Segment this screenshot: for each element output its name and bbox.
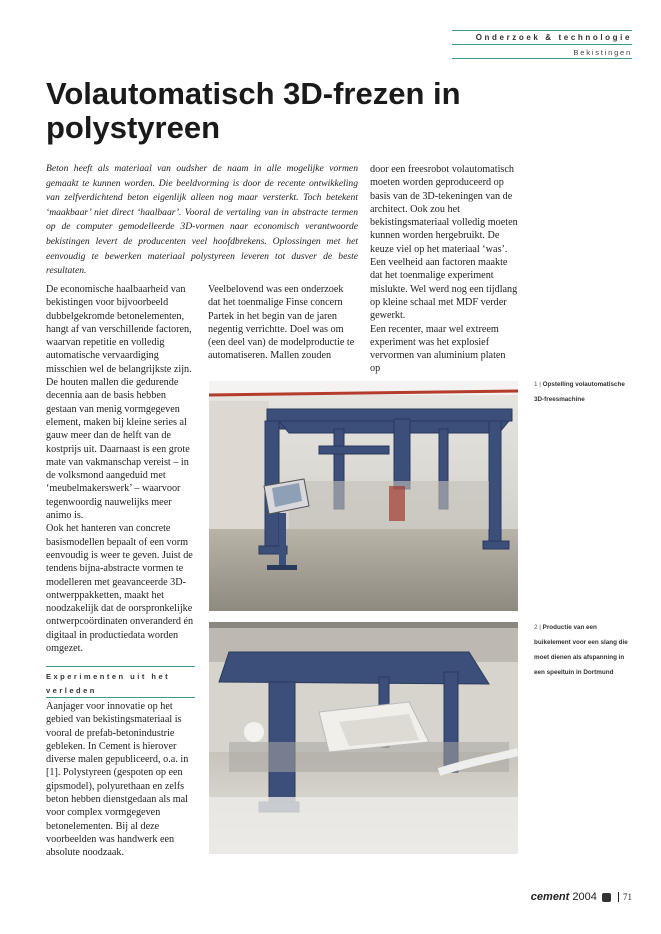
subheading-experimenten: Experimenten uit het verleden — [46, 672, 171, 695]
article-lead: Beton heeft als materiaal van oudsher de naam in alle mogelijke vormen gemaakt te kunnen worden. Die beeldvorming is door de recente ontwikkeling van zelfverdichtend beton eigenlijk alleen nog maar versterkt. Toch betekent ‘maakbaar’ niet direct ‘haalbaar’. Vooral de vertaling van in abstracte termen op de computer gemodelleerde 3D-vormen naar economisch verantwoorde bekistingen levert de producenten veel hoofdbrekens. Oplossingen met het eenvoudig te bewerken materiaal polystyreen leveren tot dusver de beste resultaten. — [46, 163, 358, 277]
col2-paragraph: Veelbelovend was een onderzoek dat het toenmalige Finse concern Partek in het begin van de jaren negentig verrichtte. Doel was om (een deel van) de modelproductie te automatiseren. Mallen zouden — [208, 284, 355, 362]
section-subtitle: Bekistingen — [573, 48, 632, 57]
col1-paragraph-1: De economische haalbaarheid van bekistingen voor bijvoorbeeld dubbelgekromde betonelementen, hangt af van verschillende factoren, waarvan repetitie en volledig automatische vervaardiging misschien wel de belangrijkste zijn. De houten mallen die gedurende decennia aan de basis hebben gestaan van menig vormgegeven element, maken bij kleine series al gauw meer dan de helft van de kostprijs uit. Daarnaast is een grote mate van vakmanschap vereist – in de volksmond aangeduid met ‘meubelmakerswerk’ – waarvoor tegenwoordig nauwelijks meer animo is. — [46, 284, 192, 522]
col1-paragraph-2: Ook het hanteren van concrete basismodellen bepaalt of een vorm eenvoudig is weer te geven. Juist de tendens bijna-abstracte vormen te modelleren met geavanceerde 3D-ontwerppakketten, maakt het noodzakelijk dat de oorspronkelijke ontwerpcoördinaten onveranderd én digitaal in productiedata worden omgezet. — [46, 523, 194, 655]
page-number: 71 — [618, 892, 632, 902]
caption-2-number: 2 — [534, 624, 538, 631]
header-rule-top — [452, 30, 632, 31]
col1-paragraph-3: Aanjager voor innovatie op het gebied van bekistingsmateriaal is vooral de prefab-betonindustrie gebleken. In Cement is hierover diverse malen gepubliceerd, o.a. in [1]. Polystyreen (gespoten op een gipsmodel), polyurethaan en zelfs beton hebben dienstgedaan als mal voor complex vormgegeven betonelementen. Bij al deze voorbeelden was handwerk een absolute noodzaak. — [46, 701, 189, 859]
column-2 — [208, 283, 358, 363]
subhead-rule-top — [46, 666, 195, 667]
caption-1-number: 1 — [534, 381, 538, 388]
col3-paragraph-1: door een freesrobot volautomatisch moeten worden geproduceerd op basis van de 3D-tekeningen van de architect. Ook zou het bekistingsmateriaal volledig moeten kunnen worden hergebruikt. De keuze viel op het materiaal ‘was’. Een veelheid aan factoren maakte dat het toenmalige experiment mislukte. Wel werd nog een tijdlang op kleine schaal met MDF verder gewerkt. — [370, 164, 518, 322]
section-title: Onderzoek & technologie — [475, 33, 632, 42]
subhead-rule-bottom — [46, 697, 195, 698]
article-headline: Volautomatisch 3D-frezen in polystyreen — [46, 76, 461, 145]
column-3 — [370, 163, 518, 376]
page-footer — [531, 891, 632, 903]
column-1-continued — [46, 700, 198, 860]
caption-2: 2 | Productie van een buikelement voor een slang die moet dienen als afspanning in een speeltuin in Dortmund — [534, 624, 628, 676]
photo-milling-machine-setup — [209, 381, 518, 611]
cement-logo-icon — [602, 893, 611, 902]
footer-brand: cement — [530, 891, 570, 903]
header-rule-mid — [452, 44, 632, 45]
photo-formwork-production — [209, 622, 518, 854]
production-hall-illustration — [209, 622, 518, 854]
caption-1-text: Opstelling volautomatische 3D-freesmachine — [534, 381, 625, 403]
milling-machine-illustration — [209, 381, 518, 611]
column-1 — [46, 283, 198, 655]
caption-1: 1 | Opstelling volautomatische 3D-freesmachine — [534, 381, 625, 403]
caption-2-text: Productie van een buikelement voor een slang die moet dienen als afspanning in een speeltuin in Dortmund — [534, 624, 628, 676]
col3-paragraph-2: Een recenter, maar wel extreem experiment was het explosief vervormen van aluminium platen op — [370, 323, 506, 375]
header-rule-bottom — [452, 58, 632, 59]
footer-year: 2004 — [572, 891, 597, 903]
